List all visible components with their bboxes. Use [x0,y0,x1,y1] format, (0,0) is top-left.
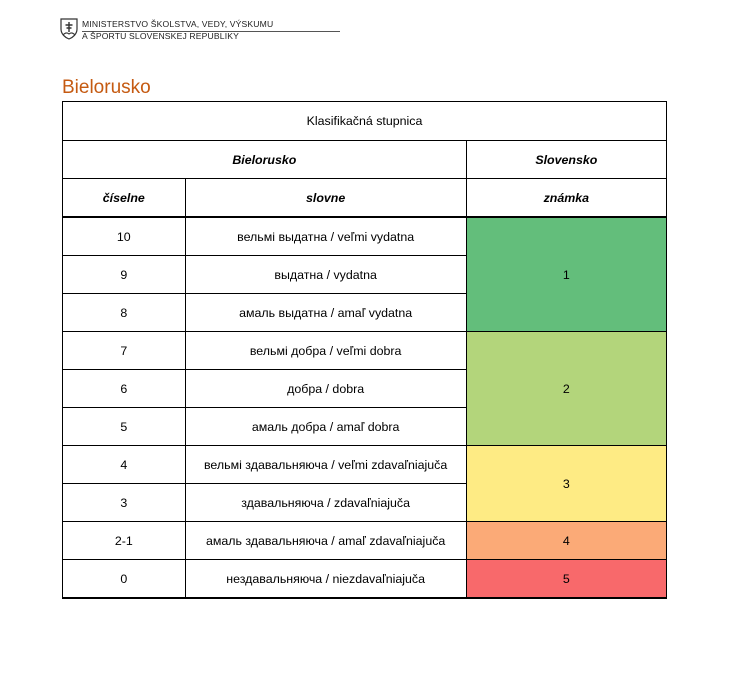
verbal-cell: амаль здавальняюча / amaľ zdavaľniajuča [185,522,466,560]
ministry-name-line2: A ŠPORTU SLOVENSKEJ REPUBLIKY [82,31,240,41]
verbal-cell: амаль выдатна / amaľ vydatna [185,294,466,332]
numeric-cell: 5 [63,408,186,446]
verbal-cell: вельмі здавальняюча / veľmi zdavaľniajuča [185,446,466,484]
grade-cell-4: 4 [466,522,666,560]
table-title: Klasifikačná stupnica [63,102,667,141]
coat-of-arms-icon [60,18,78,40]
group-header-belarus: Bielorusko [63,141,467,179]
table-row [63,560,667,599]
verbal-cell: вельмі добра / veľmi dobra [185,332,466,370]
numeric-cell: 4 [63,446,186,484]
numeric-cell: 2-1 [63,522,186,560]
numeric-cell: 8 [63,294,186,332]
table-column-header-row [63,179,667,218]
verbal-cell: вельмі выдатна / veľmi vydatna [185,217,466,256]
verbal-cell: амаль добра / amaľ dobra [185,408,466,446]
table-row [63,522,667,560]
grade-cell-1: 1 [466,217,666,332]
verbal-cell: здавальняюча / zdavaľniajuča [185,484,466,522]
grading-scale-table [62,101,667,599]
group-header-slovakia: Slovensko [466,141,666,179]
table-group-header-row [63,141,667,179]
table-title-row [63,102,667,141]
col-header-grade: známka [466,179,666,218]
verbal-cell: нездавальняюча / niezdavaľniajuča [185,560,466,599]
numeric-cell: 6 [63,370,186,408]
col-header-verbal: slovne [185,179,466,218]
numeric-cell: 3 [63,484,186,522]
ministry-name-line1: MINISTERSTVO ŠKOLSTVA, VEDY, VÝSKUMU [82,19,274,29]
col-header-numeric: číselne [63,179,186,218]
numeric-cell: 9 [63,256,186,294]
grade-cell-5: 5 [466,560,666,599]
verbal-cell: выдатна / vydatna [185,256,466,294]
table-row [63,332,667,370]
table-row [63,446,667,484]
grade-cell-2: 2 [466,332,666,446]
document-title: Bielorusko [62,77,151,98]
grade-cell-3: 3 [466,446,666,522]
numeric-cell: 10 [63,217,186,256]
verbal-cell: добра / dobra [185,370,466,408]
numeric-cell: 7 [63,332,186,370]
numeric-cell: 0 [63,560,186,599]
table-row [63,217,667,256]
